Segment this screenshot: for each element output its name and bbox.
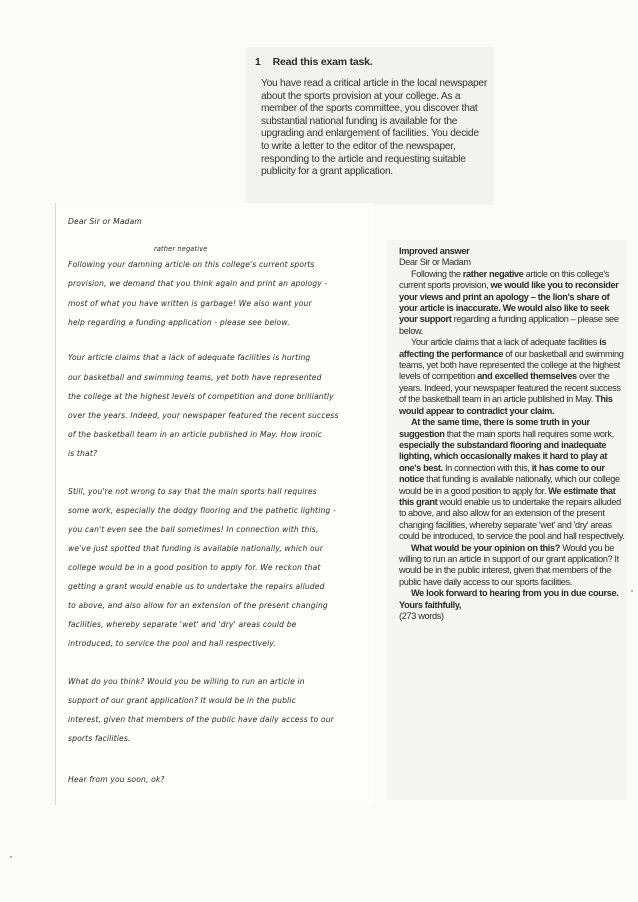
scan-speck	[10, 856, 12, 858]
improved-greeting: Dear Sir or Madam	[399, 257, 471, 268]
highlight-run: This would appear to contradict your claim.	[399, 394, 613, 416]
improved-title: Improved answer	[399, 246, 470, 256]
text-run: In connection with this,	[442, 462, 532, 473]
letter-greeting: Dear Sir or Madam	[68, 217, 142, 226]
highlight-run: is affecting the performance	[399, 337, 607, 359]
text-run: article on this college's current sports provision,	[399, 268, 610, 291]
handwritten-letter	[55, 203, 374, 805]
letter-line: Following your damning article on this college's current sports	[68, 260, 315, 269]
text-run: of our basketball and swimming teams, yet both have represented the college at the highest levels of competition	[399, 348, 624, 382]
letter-line: college would be in a good position to apply for. We reckon that	[68, 563, 321, 572]
highlight-run: rather negative	[462, 268, 524, 279]
task-number: 1	[255, 56, 261, 68]
highlight-run: We look forward to hearing from you in due course.	[411, 588, 619, 599]
letter-line: some work, especially the dodgy flooring and the pathetic lighting -	[68, 506, 336, 515]
letter-line: we've just spotted that funding is available nationally, which our	[68, 544, 324, 553]
letter-line: help regarding a funding application - please see below.	[68, 318, 290, 327]
highlight-run: and excelled themselves	[477, 371, 577, 382]
highlight-run: At the same time, there is some truth in your suggestion	[399, 417, 590, 439]
text-run: that funding is available nationally, which our college would be in a good position to apply for.	[399, 474, 620, 496]
text-run: regarding a funding application – please see below.	[399, 314, 619, 336]
improved-paragraph-5	[399, 588, 625, 599]
letter-line: Still, you're not wrong to say that the main sports hall requires	[68, 487, 317, 496]
letter-line: facilities, whereby separate 'wet' and 'dry' areas could be	[68, 620, 297, 629]
improved-answer	[387, 240, 627, 800]
improved-paragraph-4	[399, 543, 625, 589]
letter-line: Your article claims that a lack of adequate facilities is hurting	[68, 353, 311, 362]
text-run: would enable us to undertake the repairs alluded to above, and also allow for an extension of the present changing facilities, whereby separate 'wet' and 'dry' areas could be introduced, to service the pool and hall respectively.	[399, 496, 625, 542]
improved-closing: Yours faithfully,	[399, 599, 462, 610]
improved-paragraph-3	[399, 417, 625, 542]
scan-speck	[631, 590, 633, 592]
task-body: You have read a critical article in the local newspaper about the sports provision at your college. As a member of the sports committee, you discover that substantial national funding is available for the upgrading and enlargement of facilities. You decide to write a letter to the editor of the newspaper, responding to the article and requesting suitable publicity for a grant application.	[261, 78, 487, 178]
letter-annotation: rather negative	[154, 245, 208, 253]
letter-line: introduced, to service the pool and hall respectively.	[68, 639, 276, 648]
task-heading	[255, 56, 373, 68]
letter-line: sports facilities.	[68, 734, 131, 743]
text-run: over the years. Indeed, your newspaper featured the recent success of the basketball team in an article published in May.	[399, 371, 621, 405]
letter-line: the college at the highest levels of competition and done brilliantly	[68, 392, 334, 401]
improved-paragraph-2	[399, 337, 625, 417]
letter-line: of the basketball team in an article published in May. How ironic	[68, 430, 323, 439]
letter-line: is that?	[68, 449, 98, 458]
highlight-run: we would like you to reconsider your views and print an apology – the lion's share of your article is inaccurate. We would also like to seek your support	[399, 280, 619, 325]
improved-paragraph-1	[399, 269, 625, 337]
task-heading-text: Read this exam task.	[272, 56, 373, 68]
letter-line: over the years. Indeed, your newspaper featured the recent success	[68, 411, 339, 420]
text-run: Following the	[411, 268, 463, 279]
exam-task-card	[247, 48, 493, 204]
highlight-run: especially the substandard flooring and inadequate lighting, which occasionally makes it hard to play at one's best.	[399, 439, 608, 473]
letter-line: support of our grant application? It would be in the public	[68, 696, 296, 705]
highlight-run: We estimate that this grant	[399, 485, 616, 507]
highlight-run: What would be your opinion on this?	[411, 542, 561, 553]
letter-line: most of what you have written is garbage! We also want your	[68, 299, 312, 308]
letter-line: to above, and also allow for an extension of the present changing	[68, 601, 328, 610]
improved-word-count: (273 words)	[399, 611, 444, 621]
text-run: Your article claims that a lack of adequate facilities	[411, 337, 600, 348]
letter-line: interest, given that members of the public have daily access to our	[68, 715, 334, 724]
letter-line: provision, we demand that you think again and print an apology -	[68, 279, 328, 288]
highlight-run: it has come to our notice	[399, 462, 605, 485]
letter-line: you can't even see the ball sometimes! In connection with this,	[68, 525, 319, 534]
letter-line: getting a grant would enable us to undertake the repairs alluded	[68, 582, 325, 591]
text-run: Would you be willing to run an article in support of our grant application? It would be in the public interest, given that members of the public have daily access to our sports facilities.	[399, 542, 619, 587]
letter-sign-off: Hear from you soon, ok?	[68, 775, 165, 784]
letter-line: our basketball and swimming teams, yet both have represented	[68, 373, 322, 382]
improved-answer-text	[399, 246, 625, 622]
text-run: that the main sports hall requires some work,	[444, 428, 614, 439]
letter-line: What do you think? Would you be willing to run an article in	[68, 677, 305, 686]
